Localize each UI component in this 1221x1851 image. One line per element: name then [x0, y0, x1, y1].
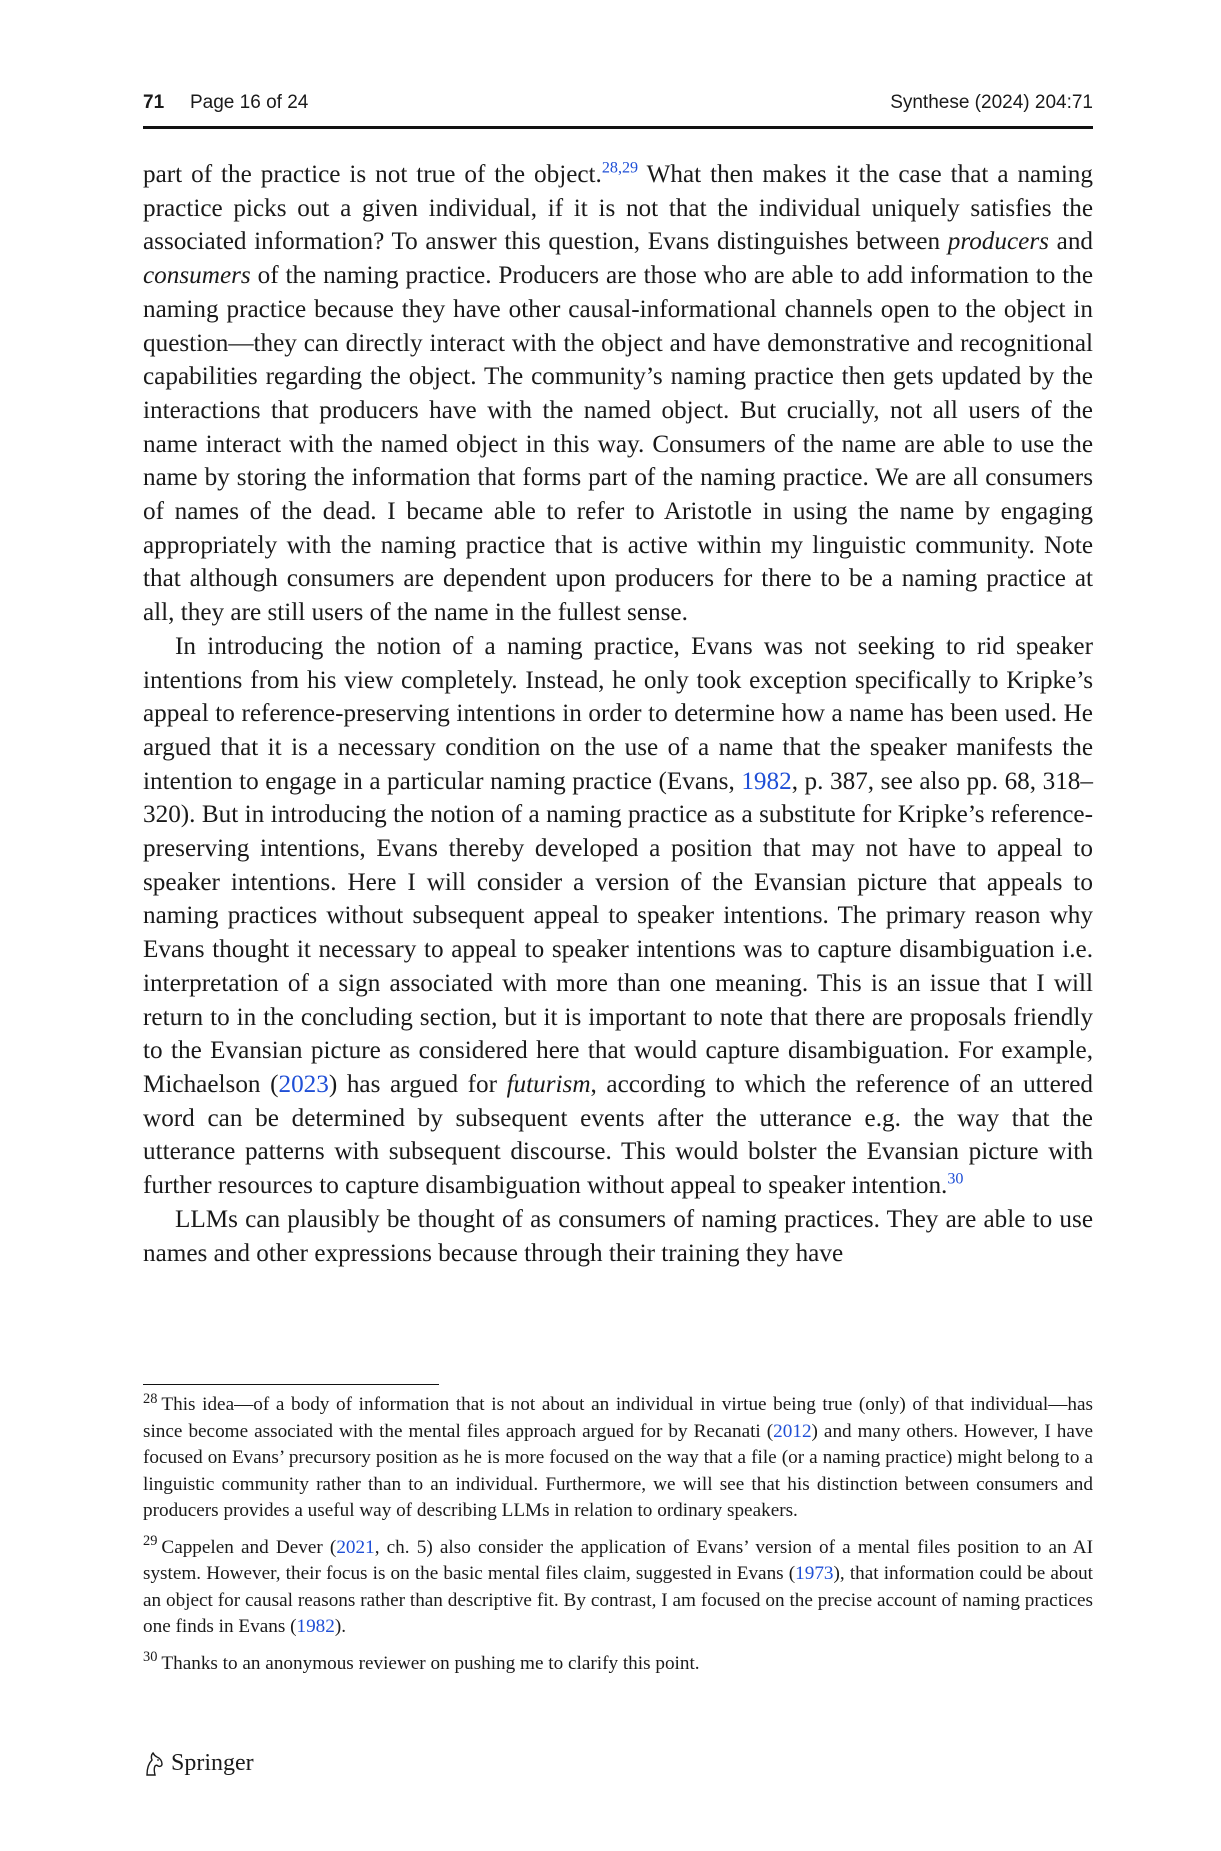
journal-citation: Synthese (2024) 204:71 — [890, 92, 1093, 113]
footnote-28 — [143, 1392, 1093, 1525]
footnote-text: ) and many others. However, I have focused on Evans’ precursory position as he is more focused on the way that a file (or a naming practice) might belong to a linguistic community rather than to an individual. Furthermore, we will see that his distinction between consumers and producers provides a useful way of describing LLMs in relation to ordinary speakers. — [143, 1420, 1093, 1521]
footnote-ref-28-29[interactable]: 28,29 — [601, 159, 639, 177]
footnote-rule — [143, 1384, 439, 1385]
footnote-30 — [143, 1651, 1093, 1678]
footnote-number: 30 — [143, 1649, 158, 1666]
footnote-text: Cappelen and Dever ( — [161, 1536, 337, 1558]
publisher-logo — [143, 1750, 254, 1777]
footnote-number: 28 — [143, 1390, 158, 1407]
header-rule — [143, 126, 1093, 129]
p3-text-1: LLMs can plausibly be thought of as consumers of naming practices. They are able to use names and other expressions because through their training they have — [143, 1205, 1093, 1267]
p2-emph-futurism: futurism — [506, 1070, 591, 1098]
paragraph-2 — [143, 630, 1093, 1203]
p2-text-4: , according to which the reference of an uttered word can be determined by subsequent events after the utterance e.g. the way that the utterance patterns with subsequent discourse. This would bolster the Evansian picture with further resources to capture disambiguation without appeal to speaker intention. — [143, 1070, 1093, 1200]
p2-text-1: In introducing the notion of a naming practice, Evans was not seeking to rid speaker intentions from his view completely. Instead, he only took exception specifically to Kripke’s appeal to reference-preserving intentions in order to determine how a name has been used. He argued that it is a necessary condition on the use of a name that the speaker manifests the intention to engage in a particular naming practice (Evans, — [143, 632, 1093, 795]
p2-text-2: , p. 387, see also pp. 68, 318–320). But in introducing the notion of a naming practice as a substitute for Kripke’s reference-preserving intentions, Evans thereby developed a position that may not have to appeal to speaker intentions. Here I will consider a version of the Evansian picture that appeals to naming practices without subsequent appeal to speaker intentions. The primary reason why Evans thought it necessary to appeal to speaker intentions was to capture disambiguation i.e. interpretation of a sign associated with more than one meaning. This is an issue that I will return to in the concluding section, but it is important to note that there are proposals friendly to the Evansian picture as considered here that would capture disambiguation. For example, Michaelson ( — [143, 767, 1093, 1098]
footnote-text: , ch. 5) also consider the application of Evans’ version of a mental files position to an AI system. However, their focus is on the basic mental files claim, suggested in Evans ( — [143, 1536, 1093, 1584]
paragraph-3 — [143, 1203, 1093, 1270]
footnote-ref-30[interactable]: 30 — [947, 1170, 964, 1188]
footnote-number: 29 — [143, 1533, 158, 1550]
page-label: Page 16 of 24 — [190, 92, 309, 113]
citation-link-evans-1973[interactable]: 1973 — [795, 1563, 834, 1584]
citation-link-michaelson-2023[interactable]: 2023 — [278, 1070, 329, 1098]
article-number: 71 — [143, 92, 165, 113]
p2-text-3: ) has argued for — [328, 1070, 507, 1098]
p1-text-2: What then makes it the case that a naming practice picks out a given individual, if it is not that the individual uniquely satisfies the associated information? To answer this question, Evans distinguishes between — [143, 161, 1093, 256]
footnote-text: Thanks to an anonymous reviewer on pushing me to clarify this point. — [161, 1652, 700, 1674]
paragraph-1 — [143, 158, 1093, 630]
p1-text-3: and — [1048, 228, 1094, 256]
p1-emph-producers: producers — [947, 228, 1049, 256]
publisher-name: Springer — [171, 1750, 254, 1776]
citation-link-recanati-2012[interactable]: 2012 — [773, 1420, 812, 1442]
footnote-text: ). — [334, 1616, 347, 1637]
citation-link-evans-1982[interactable]: 1982 — [741, 767, 792, 795]
citation-link-evans-1982-fn[interactable]: 1982 — [296, 1616, 335, 1637]
citation-link-cappelen-2021[interactable]: 2021 — [336, 1536, 375, 1558]
p1-emph-consumers: consumers — [143, 262, 251, 290]
main-text — [143, 158, 1093, 1270]
running-header — [143, 92, 1093, 118]
p1-text-4: of the naming practice. Producers are those who are able to add information to the naming practice because they have other causal-informational channels open to the object in question—they can directly interact with the object and have demonstrative and recognitional capabilities regarding the object. The community’s naming practice then gets updated by the interactions that producers have with the named object. But crucially, not all users of the name interact with the named object in this way. Consumers of the name are able to use the name by storing the information that forms part of the naming practice. We are all consumers of names of the dead. I became able to refer to Aristotle in using the name by engaging appropriately with the naming practice that is active within my linguistic community. Note that although consumers are dependent upon producers for there to be a naming practice at all, they are still users of the name in the fullest sense. — [143, 262, 1093, 627]
footnote-text: ), that information could be about an object for causal reasons rather than descriptive fit. By contrast, I am focused on the precise account of naming practices one finds in Evans ( — [143, 1563, 1093, 1637]
footnote-29 — [143, 1535, 1093, 1641]
springer-horse-icon — [143, 1751, 165, 1777]
footnotes — [143, 1392, 1093, 1687]
p1-text-1: part of the practice is not true of the object. — [143, 161, 602, 188]
footnote-text: This idea—of a body of information that is not about an individual in virtue being true (only) of that individual—has since become associated with the mental files approach argued for by Recanati ( — [143, 1394, 1093, 1442]
